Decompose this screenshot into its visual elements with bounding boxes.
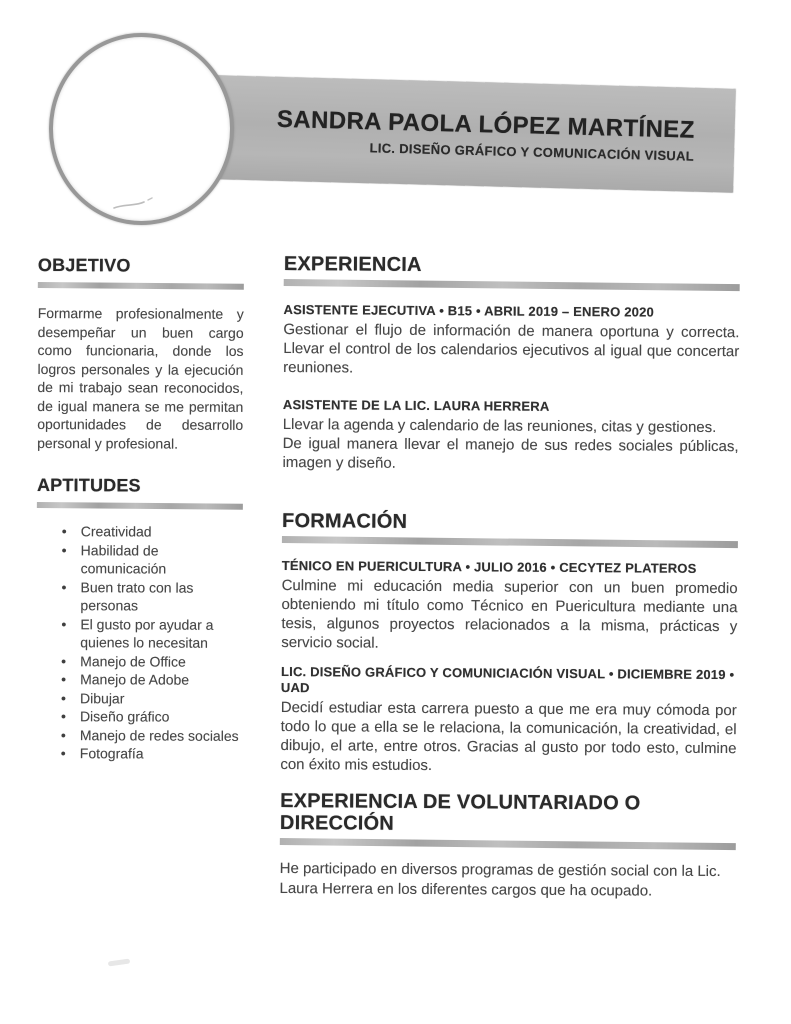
education-description: Culmine mi educación media superior con un buen promedio obteniendo mi título como Técnico en Puericultura mediante una tesis, algunos proyectos relacionados a la misma, prácticas y servicio social.	[281, 576, 738, 652]
skills-list	[36, 522, 243, 763]
job-description: De igual manera llevar el manejo de sus redes sociales públicas, imagen y diseño.	[282, 434, 739, 472]
header-banner	[167, 74, 736, 193]
section-rule	[38, 282, 244, 290]
section-title-experiencia: EXPERIENCIA	[283, 252, 422, 276]
left-column	[36, 250, 244, 763]
job-description: Gestionar el flujo de información de manera oportuna y correcta. Llevar el control de los calendarios ejecutivos al igual que concertar reuniones.	[283, 320, 740, 377]
section-rule	[284, 279, 740, 291]
person-title: LIC. DISEÑO GRÁFICO Y COMUNICACIÓN VISUAL	[369, 139, 695, 164]
section-title-objetivo: OBJETIVO	[37, 254, 131, 276]
education-heading: LIC. DISEÑO GRÁFICO Y COMUNICIACIÓN VISUAL • DICIEMBRE 2019 • UAD	[280, 663, 735, 696]
skill-item: • Dibujar	[80, 689, 242, 708]
job-heading: ASISTENTE DE LA LIC. LAURA HERRERA	[282, 396, 550, 414]
section-title-aptitudes: APTITUDES	[36, 474, 141, 496]
objetivo-text: Formarme profesionalmente y desempeñar un buen cargo como funcionaria, donde los logros personales y la ejecución de mi trabajo sean reconocidos, de igual manera se me permitan oportunidades de desarrollo personal y profesional.	[37, 304, 244, 452]
skill-item: • Fotografía	[80, 744, 242, 763]
right-column	[279, 245, 740, 902]
skill-item: • Manejo de Adobe	[80, 670, 242, 689]
education-heading: TÉNICO EN PUERICULTURA • JULIO 2016 • CECYTEZ PLATEROS	[281, 557, 697, 576]
job-description: Llevar la agenda y calendario de las reuniones, citas y gestiones.	[282, 415, 717, 437]
section-rule	[282, 536, 738, 548]
section-title-formacion: FORMACIÓN	[281, 509, 408, 533]
voluntariado-text: He participado en diversos programas de gestión social con la Lic. Laura Herrera en los diferentes cargos que ha ocupado.	[279, 859, 721, 900]
skill-item: • Diseño gráfico	[80, 707, 242, 726]
skill-item: • El gusto por ayudar a quienes lo necesitan	[80, 615, 242, 653]
job-heading: ASISTENTE EJECUTIVA • B15 • ABRIL 2019 – ENERO 2020	[283, 301, 655, 320]
education-description: Decidí estudiar esta carrera puesto a que me era muy cómoda por todo lo que a ella se le relaciona, la comunicación, la creatividad, el dibujo, el arte, entre otros. Gracias al gusto por todo esto, culmine con éxito mis estudios.	[280, 698, 737, 775]
skill-item: • Habilidad de comunicación	[81, 541, 243, 579]
section-rule	[280, 838, 736, 850]
skill-item: • Buen trato con las personas	[80, 578, 242, 616]
skill-item: • Manejo de Office	[80, 652, 242, 671]
pen-mark	[110, 194, 166, 214]
section-rule	[37, 502, 243, 510]
person-name: SANDRA PAOLA LÓPEZ MARTÍNEZ	[276, 105, 696, 144]
skill-item: • Manejo de redes sociales	[80, 726, 242, 745]
scan-smudge	[108, 958, 130, 966]
section-title-voluntariado: EXPERIENCIA DE VOLUNTARIADO O DIRECCIÓN	[279, 789, 641, 835]
skill-item: • Creatividad	[81, 522, 243, 541]
